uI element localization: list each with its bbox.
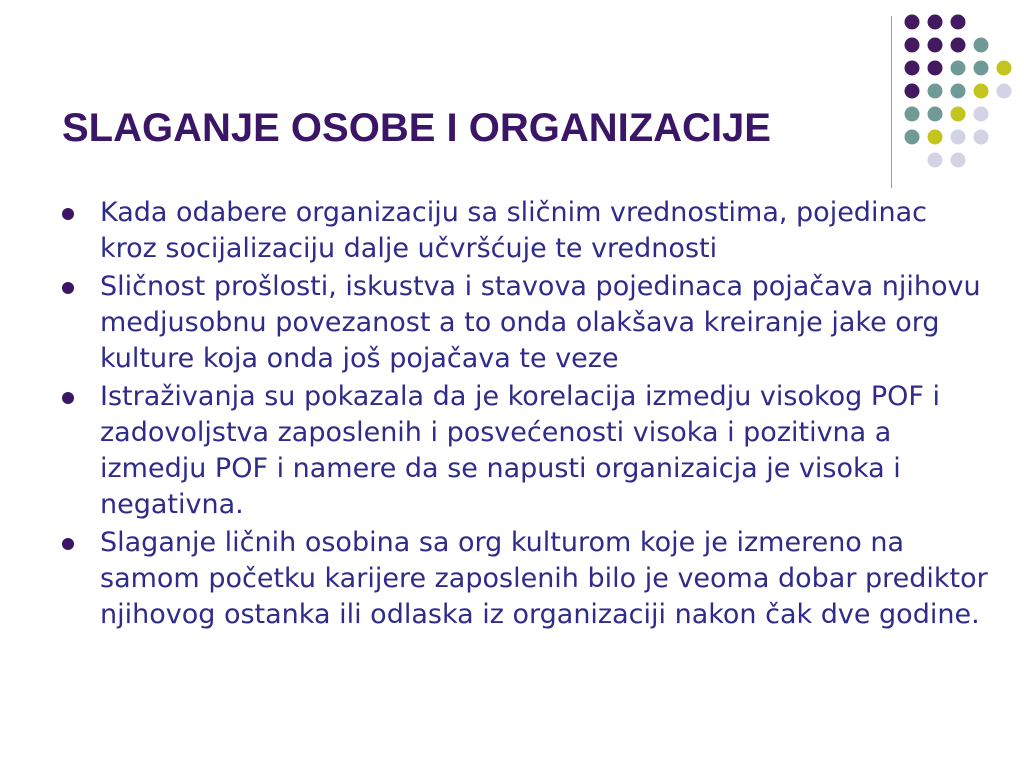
title-divider-line <box>891 16 892 188</box>
slide-title: SLAGANJE OSOBE I ORGANIZACIJE <box>62 106 771 150</box>
dot-grid-decoration <box>902 8 1022 180</box>
decorative-dot <box>905 130 920 145</box>
decorative-dot <box>951 15 966 30</box>
decorative-dot <box>974 84 989 99</box>
decorative-dot <box>905 61 920 76</box>
decorative-dot <box>951 61 966 76</box>
decorative-dot <box>951 38 966 53</box>
decorative-dot <box>905 38 920 53</box>
decorative-dot <box>951 84 966 99</box>
round-bullet-icon <box>62 208 74 220</box>
decorative-dot <box>928 15 943 30</box>
round-bullet-icon <box>62 392 74 404</box>
bullet-text: Slaganje ličnih osobina sa org kulturom koje je izmereno na samom početku karijere zaposlenih bilo je veoma dobar prediktor njihovog ostanka ili odlaska iz organizaciji nakon čak dve godine. <box>100 527 988 630</box>
decorative-dot <box>951 130 966 145</box>
decorative-dot <box>928 38 943 53</box>
bullet-item-4 <box>62 525 992 633</box>
bullet-text: Kada odabere organizaciju sa sličnim vrednostima, pojedinac kroz socijalizaciju dalje učvršćuje te vrednosti <box>100 197 927 264</box>
bullet-text: Istraživanja su pokazala da je korelacija izmedju visokog POF i zadovoljstva zaposlenih i posvećenosti visoka i pozitivna a izmedju POF i namere da se napusti organizaicja je visoka i negativna. <box>100 381 941 520</box>
bullet-item-1 <box>62 195 992 267</box>
decorative-dot <box>974 38 989 53</box>
decorative-dot <box>905 15 920 30</box>
decorative-dot <box>928 61 943 76</box>
decorative-dot <box>951 107 966 122</box>
decorative-dot <box>974 130 989 145</box>
bullet-text: Sličnost prošlosti, iskustva i stavova pojedinaca pojačava njihovu medjusobnu povezanost a to onda olakšava kreiranje jake org kulture koja onda još pojačava te veze <box>100 271 981 374</box>
round-bullet-icon <box>62 538 74 550</box>
decorative-dot <box>928 107 943 122</box>
decorative-dot <box>951 153 966 168</box>
decorative-dot <box>997 84 1012 99</box>
bullet-item-3 <box>62 379 992 523</box>
bullet-list <box>62 195 992 635</box>
decorative-dot <box>928 84 943 99</box>
decorative-dot <box>905 107 920 122</box>
decorative-dot <box>905 84 920 99</box>
decorative-dot <box>974 107 989 122</box>
decorative-dot <box>974 61 989 76</box>
bullet-item-2 <box>62 269 992 377</box>
decorative-dot <box>928 153 943 168</box>
round-bullet-icon <box>62 282 74 294</box>
decorative-dot <box>928 130 943 145</box>
decorative-dot <box>997 61 1012 76</box>
